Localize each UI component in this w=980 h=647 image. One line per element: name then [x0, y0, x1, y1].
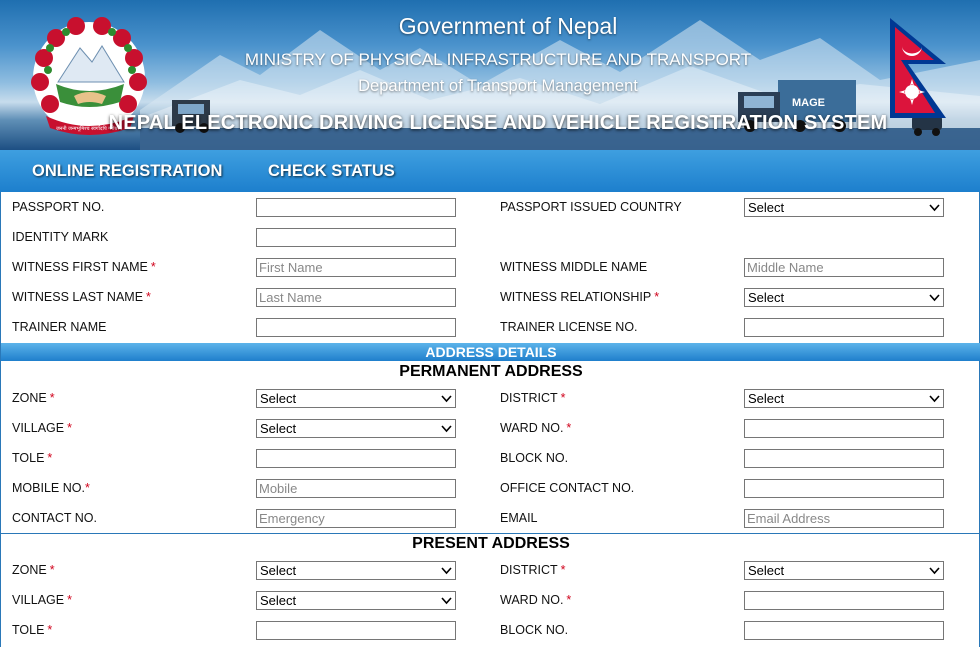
- perm-mobile-no-label: [12, 481, 90, 495]
- chevron-down-icon: [441, 424, 452, 433]
- perm-ward-no-label: [500, 421, 571, 435]
- witness-first-name-label: [12, 260, 156, 274]
- perm-village-select[interactable]: [256, 419, 456, 438]
- witness-first-name-input[interactable]: [256, 258, 456, 277]
- chevron-down-icon: [441, 596, 452, 605]
- pres-district-select[interactable]: [744, 561, 944, 580]
- witness-last-name-label-text: WITNESS LAST NAME: [12, 290, 144, 304]
- pres-tole-label-text: TOLE: [12, 623, 45, 637]
- required-marker: *: [566, 421, 572, 435]
- perm-village-value: Select: [260, 421, 297, 436]
- trainer-license-no-input[interactable]: [744, 318, 944, 337]
- perm-district-select[interactable]: [744, 389, 944, 408]
- pres-district-value: Select: [748, 563, 785, 578]
- perm-contact-input[interactable]: [256, 509, 456, 528]
- perm-village-label: [12, 421, 72, 435]
- pres-village-label: [12, 593, 72, 607]
- passport-issued-country-value: Select: [748, 200, 785, 215]
- required-marker: *: [47, 451, 53, 465]
- required-marker: *: [84, 481, 90, 495]
- trainer-license-no-label: TRAINER LICENSE NO.: [500, 320, 638, 334]
- perm-tole-label: [12, 451, 52, 465]
- pres-zone-select[interactable]: [256, 561, 456, 580]
- identity-mark-label: IDENTITY MARK: [12, 230, 109, 244]
- passport-issued-country-label: PASSPORT ISSUED COUNTRY: [500, 200, 682, 214]
- pres-ward-no-label: [500, 593, 571, 607]
- perm-block-no-input[interactable]: [744, 449, 944, 468]
- identity-mark-input[interactable]: [256, 228, 456, 247]
- perm-block-no-label: BLOCK NO.: [500, 451, 569, 465]
- perm-mobile-no-label-text: MOBILE NO.: [12, 481, 85, 495]
- pres-zone-label: [12, 563, 55, 577]
- site-header: [0, 0, 980, 150]
- perm-email-label: EMAIL: [500, 511, 538, 525]
- witness-middle-name-label: WITNESS MIDDLE NAME: [500, 260, 648, 274]
- perm-district-label: [500, 391, 566, 405]
- required-marker: *: [566, 593, 572, 607]
- perm-office-contact-input[interactable]: [744, 479, 944, 498]
- required-marker: *: [150, 260, 156, 274]
- chevron-down-icon: [441, 566, 452, 575]
- required-marker: *: [146, 290, 151, 304]
- perm-ward-no-input[interactable]: [744, 419, 944, 438]
- pres-village-select[interactable]: [256, 591, 456, 610]
- registration-form: [0, 192, 980, 647]
- required-marker: *: [47, 623, 53, 637]
- pres-zone-label-text: ZONE: [12, 563, 47, 577]
- witness-relationship-label: [500, 290, 659, 304]
- perm-district-value: Select: [748, 391, 785, 406]
- perm-district-label-text: DISTRICT: [500, 391, 558, 405]
- passport-issued-country-select[interactable]: [744, 198, 944, 217]
- department-title: Department of Transport Management: [358, 77, 638, 95]
- emblem-motto: जननी जन्मभूमिश्च स्वर्गादपि गरीयसी: [55, 126, 123, 132]
- required-marker: *: [560, 563, 566, 577]
- chevron-down-icon: [929, 566, 940, 575]
- perm-ward-no-label-text: WARD NO.: [500, 421, 564, 435]
- witness-relationship-label-text: WITNESS RELATIONSHIP: [500, 290, 652, 304]
- perm-village-label-text: VILLAGE: [12, 421, 65, 435]
- required-marker: *: [49, 391, 55, 405]
- chevron-down-icon: [441, 394, 452, 403]
- present-address-heading: PRESENT ADDRESS: [412, 535, 570, 552]
- witness-relationship-value: Select: [748, 290, 785, 305]
- perm-tole-label-text: TOLE: [12, 451, 45, 465]
- pres-village-label-text: VILLAGE: [12, 593, 65, 607]
- system-title: NEPAL ELECTRONIC DRIVING LICENSE AND VEHICLE REGISTRATION SYSTEM: [108, 112, 888, 134]
- truck-label: MAGE: [792, 97, 825, 109]
- pres-block-no-label: BLOCK NO.: [500, 623, 569, 637]
- perm-tole-input[interactable]: [256, 449, 456, 468]
- perm-zone-value: Select: [260, 391, 297, 406]
- perm-mobile-input[interactable]: [256, 479, 456, 498]
- ministry-title: MINISTRY OF PHYSICAL INFRASTRUCTURE AND TRANSPORT: [244, 50, 752, 69]
- chevron-down-icon: [929, 203, 940, 212]
- address-details-banner: ADDRESS DETAILS: [1, 343, 980, 361]
- perm-email-input[interactable]: [744, 509, 944, 528]
- passport-no-input[interactable]: [256, 198, 456, 217]
- pres-ward-no-input[interactable]: [744, 591, 944, 610]
- chevron-down-icon: [929, 293, 940, 302]
- pres-tole-input[interactable]: [256, 621, 456, 640]
- pres-ward-no-label-text: WARD NO.: [500, 593, 564, 607]
- nav-online-registration[interactable]: ONLINE REGISTRATION: [32, 162, 223, 180]
- chevron-down-icon: [929, 394, 940, 403]
- pres-zone-value: Select: [260, 563, 297, 578]
- pres-district-label-text: DISTRICT: [500, 563, 558, 577]
- section-divider: [1, 533, 980, 534]
- required-marker: *: [654, 290, 660, 304]
- witness-relationship-select[interactable]: [744, 288, 944, 307]
- required-marker: *: [67, 421, 72, 435]
- government-title: Government of Nepal: [398, 13, 618, 39]
- required-marker: *: [49, 563, 55, 577]
- required-marker: *: [560, 391, 566, 405]
- pres-village-value: Select: [260, 593, 297, 608]
- trainer-name-label: TRAINER NAME: [12, 320, 107, 334]
- required-marker: *: [67, 593, 72, 607]
- perm-zone-label-text: ZONE: [12, 391, 47, 405]
- passport-no-label: PASSPORT NO.: [12, 200, 105, 214]
- permanent-address-heading: PERMANENT ADDRESS: [399, 363, 583, 380]
- nav-check-status[interactable]: CHECK STATUS: [268, 162, 395, 180]
- witness-middle-name-input[interactable]: [744, 258, 944, 277]
- main-nav: [0, 150, 980, 192]
- perm-zone-label: [12, 391, 55, 405]
- trainer-name-input[interactable]: [256, 318, 456, 337]
- pres-tole-label: [12, 623, 52, 637]
- pres-block-no-input[interactable]: [744, 621, 944, 640]
- witness-last-name-input[interactable]: [256, 288, 456, 307]
- witness-last-name-label: [12, 290, 151, 304]
- perm-office-contact-label: OFFICE CONTACT NO.: [500, 481, 635, 495]
- pres-district-label: [500, 563, 566, 577]
- perm-contact-no-label: CONTACT NO.: [12, 511, 97, 525]
- witness-first-name-label-text: WITNESS FIRST NAME: [12, 260, 148, 274]
- perm-zone-select[interactable]: [256, 389, 456, 408]
